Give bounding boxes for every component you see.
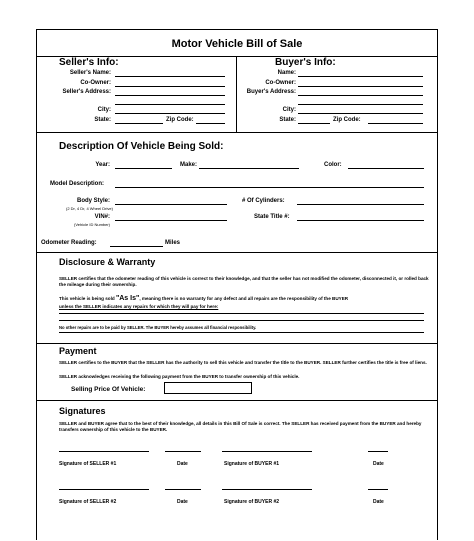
seller1-signature-field[interactable]	[59, 451, 149, 452]
buyer-state-label: State:	[279, 117, 296, 123]
vehicle-heading: Description Of Vehicle Being Sold:	[59, 141, 224, 152]
payment-heading: Payment	[59, 346, 97, 356]
seller-state-field[interactable]	[115, 123, 163, 124]
vehicle-color-label: Color:	[324, 162, 342, 168]
seller-zip-label: Zip Code:	[166, 117, 194, 123]
seller-heading: Seller's Info:	[59, 57, 119, 68]
payment-acknowledge-text: SELLER acknowledges receiving the following payment from the BUYER to transfer ownership of this vehicle.	[59, 374, 300, 379]
seller1-signature-label: Signature of SELLER #1	[59, 461, 117, 467]
disclosure-as-is-term: "As Is"	[115, 295, 140, 302]
vehicle-miles-label: Miles	[165, 240, 181, 246]
vehicle-make-field[interactable]	[199, 168, 299, 169]
section-rule-2	[36, 252, 438, 253]
vehicle-state-title-field[interactable]	[297, 220, 424, 221]
buyer-coowner-field[interactable]	[298, 86, 423, 87]
signatures-agreement-text: SELLER and BUYER agree that to the best of their knowledge, all details in this Bill Of Sale is correct. The SELLER has received payment from the BUYER and hereby transfers ownership of this vehicle to the BUYER.	[59, 421, 422, 433]
vehicle-year-label: Year:	[95, 162, 110, 168]
buyer1-signature-field[interactable]	[222, 451, 312, 452]
vehicle-cylinders-field[interactable]	[297, 204, 424, 205]
seller-address-field[interactable]	[115, 95, 225, 96]
vehicle-model-field[interactable]	[115, 187, 424, 188]
buyer2-signature-label: Signature of BUYER #2	[224, 499, 280, 505]
signatures-heading: Signatures	[59, 406, 106, 416]
payment-authority-text: SELLER certifies to the BUYER that the SELLER has the authority to sell this vehicle and transfer the title to the BUYER. SELLER further certifies the title is free of liens.	[59, 360, 427, 365]
seller2-signature-label: Signature of SELLER #2	[59, 499, 117, 505]
seller-name-field[interactable]	[115, 76, 225, 77]
vehicle-color-field[interactable]	[348, 168, 424, 169]
seller2-signature-field[interactable]	[59, 489, 149, 490]
section-rule-1	[36, 132, 438, 133]
buyer-city-field[interactable]	[298, 113, 423, 114]
buyer-state-field[interactable]	[298, 123, 330, 124]
buyer-address-field-2[interactable]	[298, 104, 423, 105]
buyer-name-label: Name:	[277, 70, 296, 76]
vehicle-body-style-label: Body Style:	[76, 198, 110, 204]
buyer-coowner-label: Co-Owner:	[265, 80, 296, 86]
seller-coowner-label: Co-Owner:	[80, 80, 111, 86]
seller1-date-field[interactable]	[165, 451, 201, 452]
buyer-name-field[interactable]	[298, 76, 423, 77]
vehicle-cylinders-label: # Of Cylinders:	[242, 198, 285, 204]
buyer-zip-label: Zip Code:	[333, 117, 361, 123]
seller-address-field-2[interactable]	[115, 104, 225, 105]
disclosure-no-repairs-text: No other repairs are to be paid by SELLER. The BUYER hereby assumes all financial responsibility.	[59, 325, 257, 330]
vehicle-vin-hint: (Vehicle ID Number)	[74, 222, 111, 227]
seller2-date-field[interactable]	[165, 489, 201, 490]
buyer-city-label: City:	[282, 107, 296, 113]
buyer-address-label: Buyer's Address:	[246, 89, 296, 95]
disclosure-repairs-text: unless the SELLER indicates any repairs for which they will pay for here:	[59, 304, 219, 309]
disclosure-as-is-text	[59, 296, 431, 302]
section-rule-4	[36, 400, 438, 401]
seller-city-label: City:	[97, 107, 111, 113]
seller-zip-field[interactable]	[196, 123, 225, 124]
section-rule-3	[36, 343, 438, 344]
buyer1-date-field[interactable]	[368, 451, 388, 452]
buyer2-date-field[interactable]	[368, 489, 388, 490]
vehicle-vin-label: VIN#:	[94, 214, 110, 220]
disclosure-no-repairs-underline	[59, 332, 424, 333]
disclosure-repairs-field-2[interactable]	[59, 320, 424, 321]
vehicle-make-label: Make:	[180, 162, 198, 168]
vehicle-odometer-field[interactable]	[110, 246, 163, 247]
vehicle-year-field[interactable]	[115, 168, 172, 169]
disclosure-odometer-text: SELLER certifies that the odometer reading of this vehicle is correct to their knowledge, and that the seller has not modified the odometer, disconnected it, or rolled back the mileage during their ownership.	[59, 276, 429, 288]
seller-name-label: Seller's Name:	[69, 70, 111, 76]
buyer-zip-field[interactable]	[368, 123, 423, 124]
buyer-address-field[interactable]	[298, 95, 423, 96]
seller-coowner-field[interactable]	[115, 86, 225, 87]
vehicle-odometer-label: Odometer Reading:	[41, 240, 97, 246]
disclosure-as-is-post: , meaning there is no warranty for any defect and all repairs are the responsibility of the BUYER	[139, 296, 349, 301]
vehicle-vin-field[interactable]	[115, 220, 227, 221]
disclosure-as-is-pre: This vehicle is being sold	[59, 296, 116, 301]
seller-state-label: State:	[94, 117, 111, 123]
buyer-heading: Buyer's Info:	[275, 57, 336, 68]
seller1-date-label: Date	[177, 461, 188, 467]
buyer1-date-label: Date	[373, 461, 384, 467]
buyer2-signature-field[interactable]	[222, 489, 312, 490]
payment-price-label: Selling Price Of Vehicle:	[71, 386, 146, 393]
seller2-date-label: Date	[177, 499, 188, 505]
vehicle-state-title-label: State Title #:	[254, 214, 290, 220]
disclosure-heading: Disclosure & Warranty	[59, 257, 156, 267]
buyer1-signature-label: Signature of BUYER #1	[224, 461, 280, 467]
form-title: Motor Vehicle Bill of Sale	[171, 38, 303, 50]
vehicle-model-label: Model Description:	[50, 181, 105, 187]
buyer2-date-label: Date	[373, 499, 384, 505]
vehicle-body-style-hint: (2 Dr, 4 Dr, 4 Wheel Drive)	[66, 206, 113, 211]
payment-price-field[interactable]	[164, 382, 252, 394]
vehicle-body-style-field[interactable]	[115, 204, 227, 205]
seller-city-field[interactable]	[115, 113, 225, 114]
disclosure-repairs-field[interactable]	[59, 313, 424, 314]
seller-address-label: Seller's Address:	[62, 89, 111, 95]
